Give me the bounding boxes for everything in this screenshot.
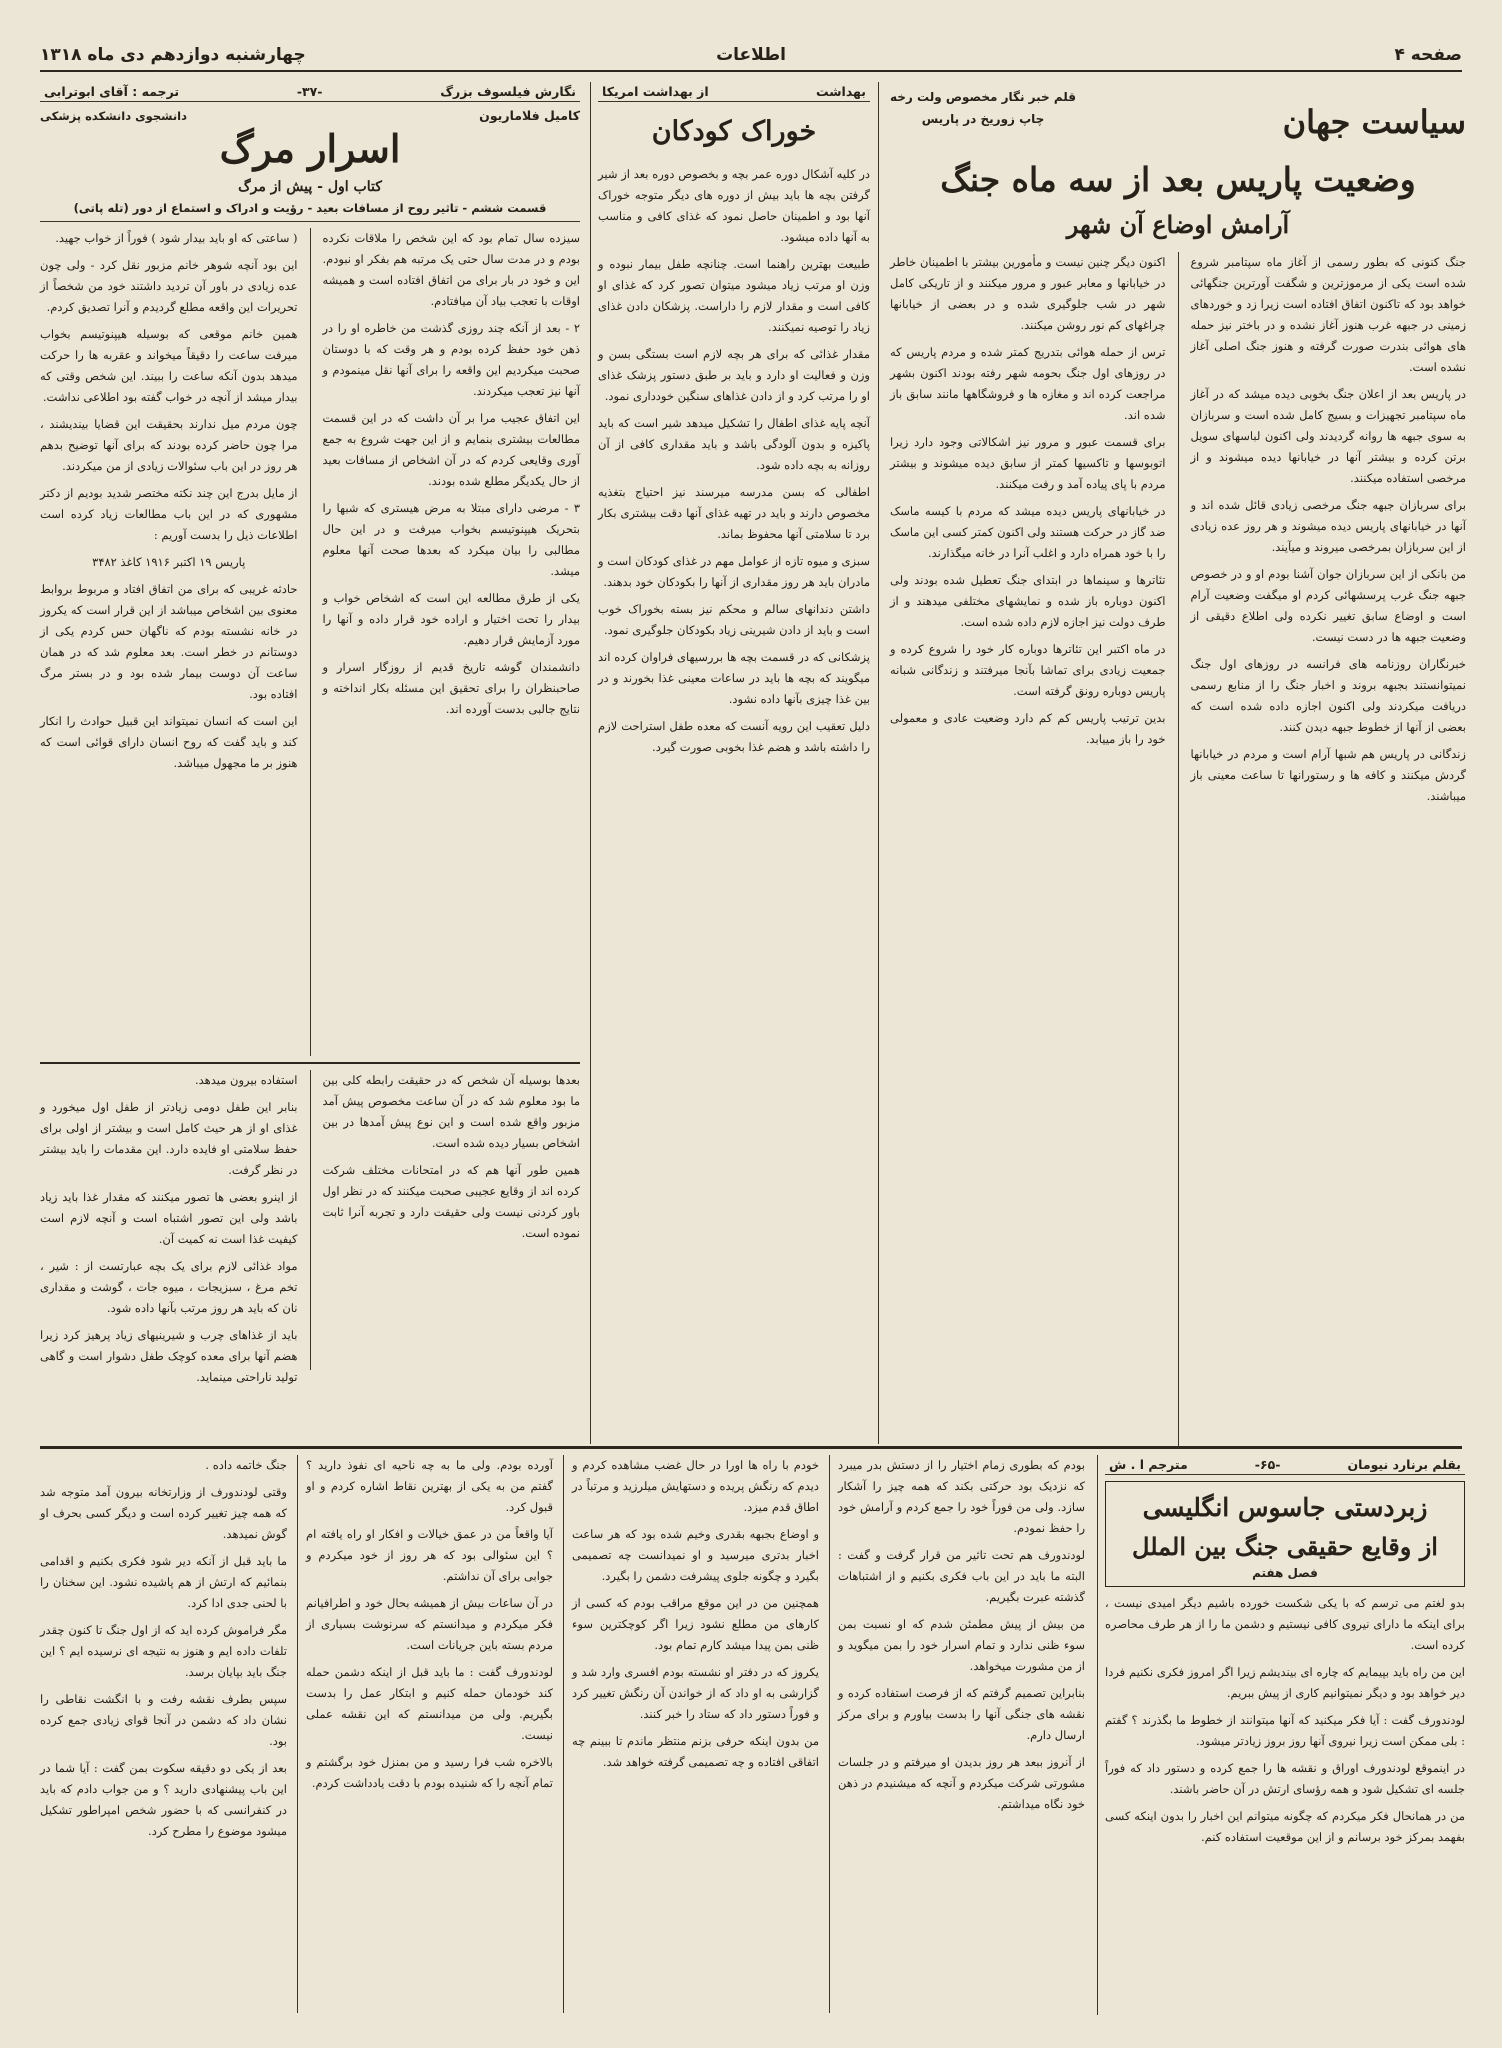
article-headline: خوراک کودکان xyxy=(651,116,817,147)
text-column xyxy=(563,1455,819,2013)
hygiene-article xyxy=(598,82,870,1440)
paragraph: حادثه غریبی که برای من اتفاق افتاد و مربوط بروابط معنوی بین اشخاص میباشد از این قرار است که یکروز در خانه نشسته بودم که ناگهان حس کردم یکی از دوستانم در خطر است. بعد معلوم شد که در همان ساعت آن دوست بیمار شده بود و در بستر مرگ افتاده بود. xyxy=(40,582,298,701)
column-rule xyxy=(310,228,311,1056)
column-rule xyxy=(878,82,879,1444)
spy-story-first-column xyxy=(1105,1455,1465,2013)
paragraph: آورده بودم. ولی ما به چه ناحیه ای نفوذ دارید ؟ گفتم من به یکی از بهترین نقاط اشاره کردم و او قبول کرد. xyxy=(306,1458,553,1514)
section-title: سیاست جهان xyxy=(1282,103,1466,141)
paragraph: این اتفاق عجیب مرا بر آن داشت که در این قسمت مطالعات بیشتری بنمایم و از این جهت شروع به جمع آوری وقایعی کردم که در آن اشخاص از مسافات بعید از حال یکدیگر مطلع شده بودند. xyxy=(322,411,580,488)
paragraph: در خیابانهای پاریس دیده میشد که مردم با کیسه ماسک ضد گاز در حرکت هستند ولی اکنون کمتر کسی این ماسک را با خود همراه دارد و اغلب آنرا در خانه میگذارند. xyxy=(890,504,1166,560)
paragraph: دانشمندان گوشه تاریخ قدیم از روزگار اسرار و صاحبنظران را برای تحقیق این مسئله بکار انداخته و نتایج جالبی بدست آورده اند. xyxy=(322,660,580,716)
paragraph: جنگ کنونی که بطور رسمی از آغاز ماه سپتامبر شروع شده است یکی از مرموزترین و شگفت آورترین جنگهائی خواهد بود که تاکنون اتفاق افتاده است زیرا زد و خوردهای زمینی در جبهه غرب هنوز آغاز نشده و در باختر نیز حمله های هوائی بندرت صورت گرفته و هنوز جنگ اصلی آغاز نشده است. xyxy=(1190,255,1466,374)
paragraph: پزشکانی که در قسمت بچه ها بررسیهای فراوان کرده اند میگویند که بچه ها باید در ساعات معینی غذا بخورند و در بین غذا چیزی بآنها داده نشود. xyxy=(598,650,870,706)
article-headline: وضعیت پاریس بعد از سه ماه جنگ xyxy=(940,160,1416,199)
column-rule xyxy=(590,82,591,1444)
section-kicker xyxy=(598,82,870,102)
paragraph: اطفالی که بسن مدرسه میرسند نیز احتیاج بتغذیه مخصوص دارند و باید در تهیه غذای آنها دقت بیشتری بکار برد تا سلامتی آنها محفوظ بماند. xyxy=(598,485,870,541)
paragraph: از اینرو بعضی ها تصور میکنند که مقدار غذا باید زیاد باشد ولی این تصور اشتباه است و آنچه لازم است کیفیت غذا است نه کمیت آن. xyxy=(40,1190,298,1246)
paragraph: در کلیه آشکال دوره عمر بچه و بخصوص دوره بعد از شیر گرفتن بچه ها باید بیش از دوره های دیگر متوجه خوراک آنها بود و اطمینان حاصل نمود که غذای کافی و مناسب به آنها داده میشود. xyxy=(598,167,870,244)
paragraph: طبیعت بهترین راهنما است. چنانچه طفل بیمار نبوده و وزن او مرتب زیاد میشود میتوان تصور کرد که غذای او کافی است و مقدار لازم را داراست. پزشکان دادن غذای زیاد را توصیه نمیکنند. xyxy=(598,257,870,334)
paragraph: من بدون اینکه حرفی بزنم منتظر ماندم تا ببینم چه اتفاقی افتاده و چه تصمیمی گرفته خواهد شد. xyxy=(572,1734,819,1769)
paragraph: مگر فراموش کرده اید که از اول جنگ تا کنون چقدر تلفات داده ایم و هنوز به نتیجه ای نرسیده ایم ؟ این جنگ باید بپایان برسد. xyxy=(40,1623,287,1679)
paragraph: بنابر این طفل دومی زیادتر از طفل اول میخورد و غذای او از هر حیث کامل است و بیشتر از اولی برای حفظ سلامتی او فایده دارد. این مقدمات را باید بیشتر در نظر گرفت. xyxy=(40,1100,298,1177)
kicker-label: بهداشت xyxy=(816,84,866,99)
paragraph: برای سربازان جبهه جنگ مرخصی زیادی قائل شده اند و آنها در خیابانهای پاریس دیده میشوند و هر روز عده زیادی از این سربازان بمرخصی میروند و میآیند. xyxy=(1190,498,1466,554)
kicker-source: از بهداشت امریکا xyxy=(602,84,709,99)
translator-note: دانشجوی دانشکده پزشکی xyxy=(40,108,187,123)
article-subheadline: آرامش اوضاع آن شهر xyxy=(1066,210,1290,239)
paragraph: تئاترها و سینماها در ابتدای جنگ تعطیل شده بودند ولی اکنون دوباره باز شده و نمایشهای مختلفی میدهند و از طرف دولت نیز اجازه لازم داده شده است. xyxy=(890,573,1166,629)
text-column xyxy=(890,252,1166,1448)
author-credit: بقلم برنارد نیومان xyxy=(1347,1457,1461,1472)
paragraph: بعدها بوسیله آن شخص که در حقیقت رابطه کلی بین ما بود معلوم شد که در آن ساعت مخصوص پیش آمد مزبور واقع شده است و این نوع پیش آمدها در بین اشخاص بسیار دیده شده است. xyxy=(322,1073,580,1150)
paragraph: دلیل تعقیب این رویه آنست که معده طفل استراحت لازم را داشته باشد و هضم غذا بخوبی صورت گیرد. xyxy=(598,719,870,754)
issue-date: چهارشنبه دوازدهم دی ماه ۱۳۱۸ xyxy=(40,45,306,65)
text-column xyxy=(297,1455,553,2013)
part-line: قسمت ششم - تاثیر روح از مسافات بعید - رؤیت و ادراک و استماع از دور (تله پاتی) xyxy=(40,199,580,222)
paragraph: این بود آنچه شوهر خانم مزبور نقل کرد - ولی چون عده زیادی در باور آن تردید داشتند خود من شخصاً از تحریرات این واقعه مطلع گردیدم و آنرا تصدیق کردم. xyxy=(40,258,298,314)
paragraph: بدو لغتم می ترسم که با یکی شکست خورده باشیم دیگر امیدی نیست ، برای اینکه ما دارای نیروی کافی نیستیم و دشمن ما را از هر طرف محاصره کرده است. xyxy=(1105,1596,1465,1652)
paragraph: یکی از طرق مطالعه این است که اشخاص خواب و بیدار را تحت اختیار و اراده خود قرار داده و آنها را مورد آزمایش قرار دهیم. xyxy=(322,591,580,647)
paragraph: ۲ - بعد از آنکه چند روزی گذشت من خاطره او را در ذهن خود حفظ کرده بودم و هر وقت که با دوستان صحبت میکردیم این واقعه را برای آنها نقل مینمودم و آنها نیز تعجب میکردند. xyxy=(322,321,580,398)
paragraph: بالاخره شب فرا رسید و من بمنزل خود برگشتم و تمام آنچه را که شنیده بودم با دقت یادداشت کردم. xyxy=(306,1755,553,1790)
paragraph: چون مردم میل ندارند بحقیقت این قضایا بیندیشند ، مرا چون حاضر کرده بودند که برای آنها توضیح بدهم هر روز در این باب سئوالات زیادی از من میکردند. xyxy=(40,417,298,473)
paragraph: استفاده بیرون میدهد. xyxy=(194,1073,298,1087)
paragraph: سیزده سال تمام بود که این شخص را ملاقات نکرده بودم و در مدت سال حتی یک مرتبه هم بفکر او نبودم. این و خود در بار برای من اتفاق افتاده است و همیشه اوقات با تعجب بیاد آن میافتادم. xyxy=(322,231,580,308)
paragraph: بعد از یکی دو دقیقه سکوت بمن گفت : آیا شما در این باب پیشنهادی دارید ؟ و من جواب دادم که باید در کنفرانسی که با حضور شخص امپراطور تشکیل میشود موضوع را مطرح کرد. xyxy=(40,1761,287,1838)
paragraph: زندگانی در پاریس هم شبها آرام است و مردم در خیابانها گردش میکنند و کافه ها و رستورانها تا ساعت معینی باز میباشند. xyxy=(1190,747,1466,803)
paragraph: باید از غذاهای چرب و شیرینیهای زیاد پرهیز کرد زیرا هضم آنها برای معده کوچک طفل دشوار است و گاهی تولید ناراحتی مینماید. xyxy=(40,1328,298,1384)
paragraph: سپس بطرف نقشه رفت و با انگشت نقاطی را نشان داد که دشمن در آنجا قوای زیادی جمع کرده بود. xyxy=(40,1692,287,1748)
paragraph: لودندورف هم تحت تاثیر من قرار گرفت و گفت : البته ما باید در این باب فکری بکنیم و از اشتباهات گذشته عبرت بگیریم. xyxy=(838,1548,1085,1604)
paragraph: سبزی و میوه تازه از عوامل مهم در غذای کودکان است و مادران باید هر روز مقداری از آنها را بکودکان خود بدهند. xyxy=(598,554,870,589)
paragraph: همین طور آنها هم که در امتحانات مختلف شرکت کرده اند از وقایع عجیبی صحبت میکنند که در نظر اول باور کردنی نیست ولی حقیقت دارد و تجربه آنرا ثابت نموده است. xyxy=(322,1163,580,1240)
text-column xyxy=(1105,1593,1465,1963)
text-column xyxy=(323,1070,581,1370)
paragraph: آیا واقعاً من در عمق خیالات و افکار او راه یافته ام ؟ این سئوالی بود که هر روز از خود میکردم و جوابی برای آن نداشتم. xyxy=(306,1527,553,1583)
paragraph: جنگ خاتمه داده . xyxy=(205,1458,287,1472)
paragraph: ۳ - مرضی دارای مبتلا به مرض هیستری که شبها را بتحریک هیپنوتیسم بخواب میرفت و در این حال مطالبی را بیان میکرد که بعدها صحت آنها معلوم میشد. xyxy=(322,501,580,578)
text-column xyxy=(829,1455,1085,2013)
paragraph: من بانکی از این سربازان جوان آشنا بودم او و در خصوص جبهه جنگ غرب پرسشهائی کردم او میگفت وضعیت آرام است و اوضاع سابق تغییر نکرده ولی اطلاع دقیقی از وضعیت جبهه ها در دست نیست. xyxy=(1190,567,1466,644)
paragraph: ( ساعتی که او باید بیدار شود ) فوراً از خواب جهید. xyxy=(55,231,298,245)
paragraph: آنچه پایه غذای اطفال را تشکیل میدهد شیر است که باید پاکیزه و بدون آلودگی باشد و باید مقداری کافی از آن روزانه به بچه داده شود. xyxy=(598,416,870,472)
installment-number: -۳۷- xyxy=(296,84,323,99)
paragraph: بودم که بطوری زمام اختیار را از دستش بدر میبرد که نزدیک بود حرکتی بکند که همه چیز را آشکار سازد. ولی من فوراً خود را جمع کردم و آرامش خود را حفظ نمودم. xyxy=(838,1458,1085,1535)
paper-name: اطلاعات xyxy=(716,45,786,65)
paragraph: لودندورف گفت : آیا فکر میکنید که آنها میتوانند از خطوط ما بگذرند ؟ گفتم : بلی ممکن است زیرا نیروی آنها روز بروز زیادتر میشود. xyxy=(1105,1713,1465,1748)
paragraph: از آنروز ببعد هر روز بدیدن او میرفتم و در جلسات مشورتی شرکت میکردم و آنچه که میشنیدم در ذهن خود نگاه میداشتم. xyxy=(838,1755,1085,1811)
byline: قلم خبر نگار مخصوص ولت رخه xyxy=(890,90,1077,104)
story-headline: زبردستی جاسوس انگلیسی xyxy=(1142,1493,1428,1522)
paragraph: من در همانحال فکر میکردم که چگونه میتوانم این اخبار را بدون اینکه کسی بفهمد بمرکز خود برسانم و از این موقعیت استفاده کنم. xyxy=(1105,1809,1465,1844)
kicker-label: نگارش فیلسوف بزرگ xyxy=(440,84,576,99)
paragraph: بنابراین تصمیم گرفتم که از فرصت استفاده کرده و نقشه های جنگی آنها را بدست بیاورم و برای مرکز ارسال دارم. xyxy=(838,1686,1085,1742)
article-headline: اسرار مرگ xyxy=(219,126,401,171)
text-column xyxy=(40,1070,298,1384)
text-column xyxy=(40,1455,287,2013)
paragraph: من بیش از پیش مطمئن شدم که او نسبت بمن سوء ظنی ندارد و تمام اسرار خود را بمن میگوید و از من مشورت میخواهد. xyxy=(838,1617,1085,1673)
paragraph: این است که انسان نمیتواند این قبیل حوادث را انکار کند و باید گفت که روح انسان دارای قوائی است که هنوز بر ما مجهول میباشد. xyxy=(40,714,298,770)
paragraph: در آن ساعات بیش از همیشه بحال خود و اطرافیانم فکر میکردم و میدانستم که سرنوشت بسیاری از مردم بسته باین جریانات است. xyxy=(306,1596,553,1652)
column-rule xyxy=(310,1070,311,1370)
translator-credit: ترجمه : آقای ابوترابی xyxy=(44,84,180,99)
paragraph: داشتن دندانهای سالم و محکم نیز بسته بخوراک خوب است و باید از دادن شیرینی زیاد بکودکان جلوگیری نمود. xyxy=(598,602,870,637)
paragraph: این من راه باید بپیمایم که چاره ای بیندیشم زیرا اگر امروز فکری نکنیم فردا دیر خواهد بود و دیگر نمیتوانیم کاری از پیش ببریم. xyxy=(1105,1665,1465,1700)
text-column xyxy=(598,164,870,1414)
paragraph: یکروز که در دفتر او نشسته بودم افسری وارد شد و گزارشی به او داد که از خواندن آن رنگش تغییر کرد و فوراً دستور داد که ستاد را خبر کنند. xyxy=(572,1665,819,1721)
paragraph: ترس از حمله هوائی بتدریج کمتر شده و مردم پاریس که در روزهای اول جنگ بحومه شهر رفته بودند اکنون بشهر مراجعت کرده اند و مغازه ها و فروشگاهها مانند سابق باز شده اند. xyxy=(890,345,1166,422)
paragraph: مواد غذائی لازم برای یک بچه عبارتست از : شیر ، تخم مرغ ، سبزیجات ، میوه جات ، گوشت و مقداری نان که باید هر روز مرتب بآنها داده شود. xyxy=(40,1259,298,1315)
paragraph: همچنین من در این موقع مراقب بودم که کسی از کارهای من مطلع نشود زیرا اگر کوچکترین سوء ظنی بمن پیدا میشد کارم تمام بود. xyxy=(572,1596,819,1652)
paragraph: همین خانم موقعی که بوسیله هیپنوتیسم بخواب میرفت ساعت را دقیقاً میخواند و عقربه ها را حرکت میدهد بدون آنکه ساعت را ببیند. این شخص وقتی که بیدار میشد از آنچه در خواب گفته بود اطلاعی نداشت. xyxy=(40,327,298,404)
article-subheadline: کتاب اول - پیش از مرگ xyxy=(238,179,382,195)
paragraph: لودندورف گفت : ما باید قبل از اینکه دشمن حمله کند خودمان حمله کنیم و ابتکار عمل را بدست بگیریم. ولی من میدانستم که این نقشه عملی نیست. xyxy=(306,1665,553,1742)
column-rule xyxy=(1178,252,1179,1448)
paragraph: برای قسمت عبور و مرور نیز اشکالاتی وجود دارد زیرا اتوبوسها و تاکسیها کمتر از سابق دیده میشوند و بیشتر مردم با پای پیاده آمد و رفت میکنند. xyxy=(890,435,1166,491)
text-column xyxy=(40,228,298,1056)
author-name: کامیل فلاماریون xyxy=(479,108,580,123)
story-title-box xyxy=(1105,1481,1465,1587)
paragraph: اکنون دیگر چنین نیست و مأمورین بیشتر با اطمینان خاطر در خیابانها و معابر عبور و مرور میکنند و از تاریکی کامل شهر در شب جلوگیری شده و در بعضی از خیابانها چراغهای کم نور روشن میکنند. xyxy=(890,255,1166,332)
mystery-of-death-article xyxy=(40,82,580,1440)
paragraph: وقتی لودندورف از وزارتخانه بیرون آمد متوجه شد که همه چیز تغییر کرده است و دیگر کسی بحرف او گوش نمیدهد. xyxy=(40,1485,287,1541)
translator-credit: مترجم ا . ش xyxy=(1109,1457,1188,1472)
chapter-label: فصل هفتم xyxy=(1252,1566,1318,1580)
serial-kicker xyxy=(40,82,580,102)
byline-place: چاپ زوریخ در پاریس xyxy=(921,112,1045,126)
paragraph: خودم با راه ها اورا در حال غضب مشاهده کردم و دیدم که رنگش پریده و دستهایش میلرزید و مرتباً در اطاق قدم میزد. xyxy=(572,1458,819,1514)
page-header xyxy=(40,40,1462,72)
spy-story-continuation xyxy=(40,1455,1085,2013)
world-politics-article xyxy=(890,82,1466,1440)
paragraph: در اینموقع لودندورف اوراق و نقشه ها را جمع کرده و دستور داد که فوراً جلسه ای تشکیل شود و همه رؤسای ارتش در آن حاضر باشند. xyxy=(1105,1761,1465,1796)
paragraph: مقدار غذائی که برای هر بچه لازم است بستگی بسن و وزن و فعالیت او دارد و باید بر طبق دستور پزشک غذای او را مرتب کرد و از دادن غذاهای سنگین خودداری نمود. xyxy=(598,347,870,403)
text-column xyxy=(323,228,581,1056)
paragraph: از مایل بدرج این چند نکته مختصر شدید بودیم از دکتر مشهوری که در این باب مطالعات زیاد کرده است اطلاعات ذیل را بدست آوریم : xyxy=(40,486,298,542)
letter-dateline: پاریس ۱۹ اکتبر ۱۹۱۶ کاغذ ۳۴۸۲ xyxy=(92,555,246,569)
page-number: صفحه ۴ xyxy=(1394,45,1462,65)
paragraph: ما باید قبل از آنکه دیر شود فکری بکنیم و اقدامی بنمائیم که ارتش از هم پاشیده نشود. این سخنان را با لحنی جدی ادا کرد. xyxy=(40,1554,287,1610)
text-column xyxy=(1191,252,1467,1448)
serial-kicker xyxy=(1105,1455,1465,1475)
paragraph: و اوضاع بجبهه بقدری وخیم شده بود که هر ساعت اخبار بدتری میرسید و او نمیدانست چه تصمیمی بگیرد و چگونه جلوی پیشرفت دشمن را بگیرد. xyxy=(572,1527,819,1583)
paragraph: خبرنگاران روزنامه های فرانسه در روزهای اول جنگ نمیتوانستند بجبهه بروند و اخبار جنگ را از منابع رسمی دریافت میکردند ولی اکنون اجازه داده شده است که بعضی از آنها از خطوط جبهه دیدن کنند. xyxy=(1190,657,1466,734)
story-subheadline: از وقایع حقیقی جنگ بین الملل xyxy=(1132,1532,1438,1561)
column-rule xyxy=(1097,1455,1098,2015)
inner-divider xyxy=(40,1062,580,1064)
installment-number: -۶۵- xyxy=(1254,1457,1281,1472)
paragraph: بدین ترتیب پاریس کم کم دارد وضعیت عادی و معمولی خود را باز مییابد. xyxy=(890,711,1166,746)
paragraph: در ماه اکتبر این تئاترها دوباره کار خود را شروع کرده و جمعیت زیادی برای تماشا بآنجا میرفتند و زندگانی شبانه پاریس دوباره رونق گرفته است. xyxy=(890,642,1166,698)
paragraph: در پاریس بعد از اعلان جنگ بخوبی دیده میشد که در آغاز ماه سپتامبر تجهیزات و بسیج کامل شده است و سربازان به سوی جبهه ها روانه گردیدند ولی اکنون لباسهای سویل برتن کرده و بیشتر آنها در خیابانها دیده میشوند و از مرخصی استفاده میکنند. xyxy=(1190,387,1466,485)
